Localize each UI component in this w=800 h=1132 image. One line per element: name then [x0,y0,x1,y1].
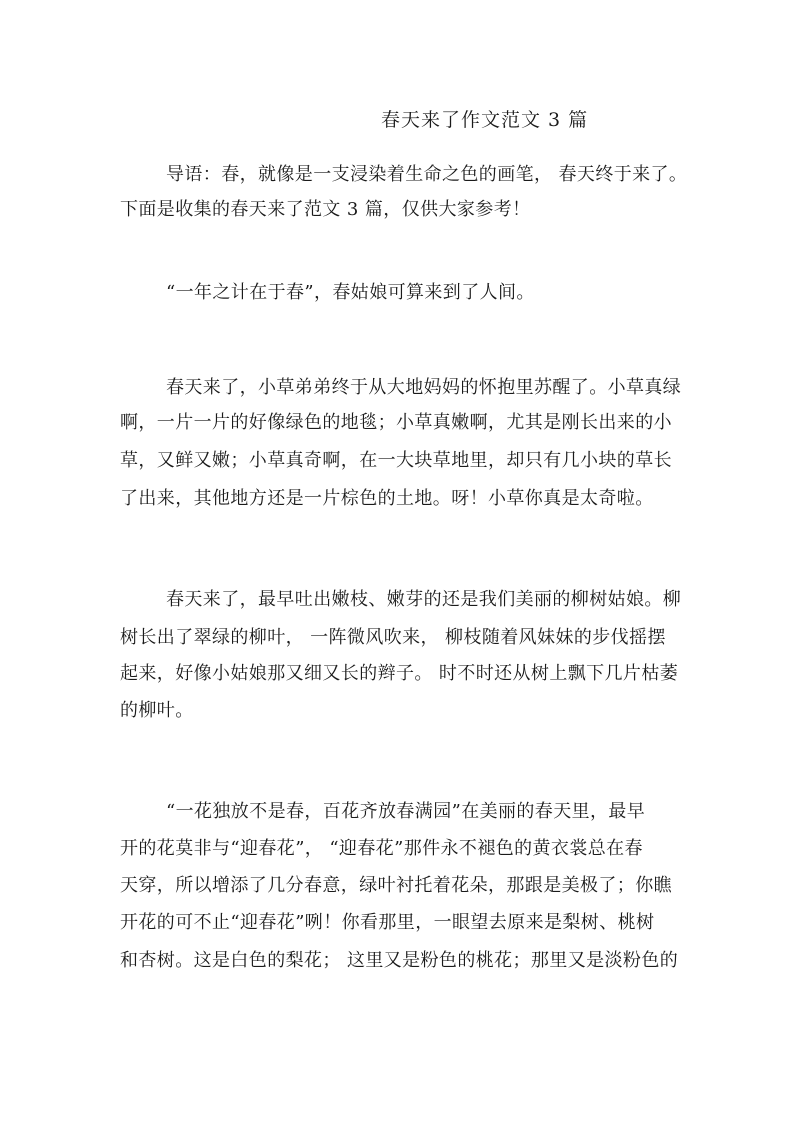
paragraph-3-line-3: 起来，好像小姑娘那又细又长的辫子。 时不时还从树上飘下几片枯萎 [120,663,679,684]
paragraph-2-line-3: 草，又鲜又嫩；小草真奇啊，在一大块草地里，却只有几小块的草长 [120,450,672,471]
document-title: 春天来了作文范文 3 篇 [381,109,589,131]
paragraph-4-line-2: 开的花莫非与“迎春花”， “迎春花”那件永不褪色的黄衣裳总在春 [120,838,643,859]
intro-line-2: 下面是收集的春天来了范文 3 篇，仅供大家参考！ [120,199,531,220]
paragraph-3-line-1: 春天来了，最早吐出嫩枝、嫩芽的还是我们美丽的柳树姑娘。柳 [166,589,682,610]
paragraph-4-line-4: 开花的可不止“迎春花”咧！你看那里，一眼望去原来是梨树、桃树 [120,912,655,933]
paragraph-2-line-2: 啊，一片一片的好像绿色的地毯；小草真嫩啊，尤其是刚长出来的小 [120,412,672,433]
paragraph-4-line-3: 天穿，所以增添了几分春意，绿叶衬托着花朵，那跟是美极了；你瞧 [120,875,672,896]
paragraph-4-line-1: “一花独放不是春，百花齐放春满园”在美丽的春天里，最早 [166,801,646,822]
paragraph-3-line-2: 树长出了翠绿的柳叶， 一阵微风吹来， 柳枝随着风妹妹的步伐摇摆 [120,627,666,648]
paragraph-2-line-1: 春天来了，小草弟弟终于从大地妈妈的怀抱里苏醒了。小草真绿 [166,377,682,398]
paragraph-2-line-4: 了出来，其他地方还是一片棕色的土地。呀！小草你真是太奇啦。 [120,488,654,509]
intro-line-1: 导语：春，就像是一支浸染着生命之色的画笔， 春天终于来了。 [166,164,688,185]
paragraph-3-line-4: 的柳叶。 [120,700,194,721]
paragraph-4-line-5: 和杏树。这是白色的梨花； 这里又是粉色的桃花；那里又是淡粉色的 [120,950,679,971]
paragraph-1-line-1: “一年之计在于春”，春姑娘可算来到了人间。 [166,282,535,303]
